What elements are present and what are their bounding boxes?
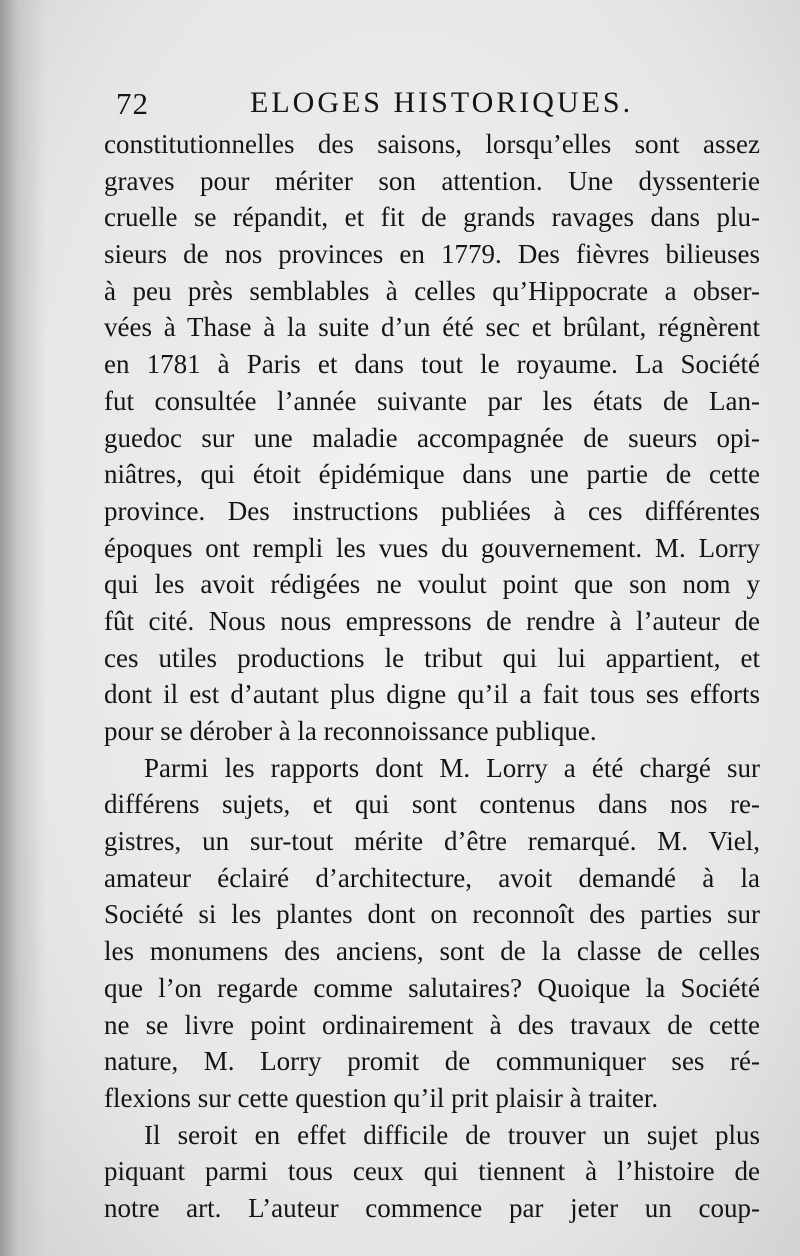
text-line: nature, M. Lorry promit de communiquer ses ré- — [104, 1046, 760, 1077]
text-line: amateur éclairé d’architecture, avoit demandé à la — [104, 862, 760, 893]
text-line: notre art. L’auteur commence par jeter un coup- — [104, 1192, 760, 1223]
binding-shadow — [0, 0, 46, 1256]
text-line: graves pour mériter son attention. Une dyssenterie — [104, 165, 760, 196]
text-line: fût cité. Nous nous empressons de rendre à l’auteur de — [104, 605, 760, 636]
text-line: piquant parmi tous ceux qui tiennent à l’histoire de — [104, 1156, 760, 1187]
text-line: vées à Thase à la suite d’un été sec et brûlant, régnèrent — [104, 312, 760, 343]
text-line: fut consultée l’année suivante par les états de Lan- — [104, 385, 760, 416]
text-line: dont il est d’autant plus digne qu’il a fait tous ses efforts — [104, 679, 760, 710]
text-line: Parmi les rapports dont M. Lorry a été chargé sur — [144, 752, 760, 783]
text-line: Il seroit en effet difficile de trouver un sujet plus — [144, 1119, 760, 1150]
text-line: niâtres, qui étoit épidémique dans une partie de cette — [104, 459, 760, 490]
running-head — [116, 86, 756, 126]
text-line: Société si les plantes dont on reconnoît des parties sur — [104, 899, 760, 930]
text-line: flexions sur cette question qu’il prit plaisir à traiter. — [104, 1082, 659, 1113]
text-line: à peu près semblables à celles qu’Hippocrate a obser- — [104, 275, 760, 306]
text-line: qui les avoit rédigées ne voulut point que son nom y — [104, 569, 760, 600]
text-line: époques ont rempli les vues du gouvernement. M. Lorry — [104, 532, 760, 563]
text-line: constitutionnelles des saisons, lorsqu’elles sont assez — [104, 129, 760, 159]
text-line: ne se livre point ordinairement à des travaux de cette — [104, 1009, 760, 1040]
text-line: cruelle se répandit, et fit de grands ravages dans plu- — [104, 202, 760, 233]
text-line: que l’on regarde comme salutaires? Quoique la Société — [104, 972, 760, 1003]
text-line: guedoc sur une maladie accompagnée de sueurs opi- — [104, 422, 760, 453]
running-title: ELOGES HISTORIQUES. — [250, 86, 634, 119]
body-text — [104, 126, 760, 1227]
text-line: en 1781 à Paris et dans tout le royaume. La Société — [104, 349, 760, 380]
text-line: ces utiles productions le tribut qui lui appartient, et — [104, 642, 760, 673]
text-line: sieurs de nos provinces en 1779. Des fièvres bilieuses — [104, 239, 760, 270]
text-line: province. Des instructions publiées à ces différentes — [104, 495, 760, 526]
text-line: gistres, un sur-tout mérite d’être remarqué. M. Viel, — [104, 826, 760, 857]
text-line: les monumens des anciens, sont de la classe de celles — [104, 936, 760, 967]
text-line: différens sujets, et qui sont contenus dans nos re- — [104, 789, 760, 820]
page-number: 72 — [116, 86, 149, 121]
text-line: pour se dérober à la reconnoissance publique. — [104, 716, 597, 746]
